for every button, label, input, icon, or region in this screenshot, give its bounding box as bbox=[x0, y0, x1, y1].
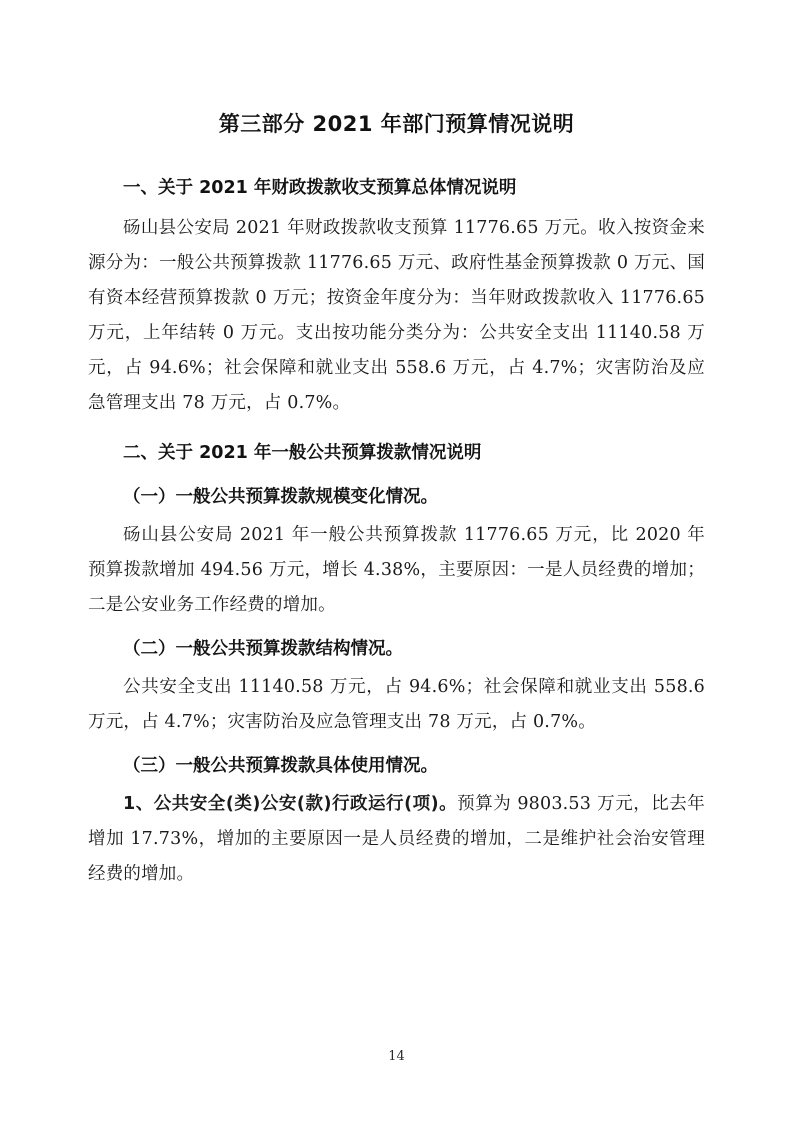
subsection-heading-2-2: （二）一般公共预算拨款结构情况。 bbox=[123, 638, 403, 659]
subsection-paragraph-2-1: 砀山县公安局 2021 年一般公共预算拨款 11776.65 万元，比 2020 年预算拨款增加 494.56 万元，增长 4.38%，主要原因：一是人员经费的增加；二是公安业务工作经费的增加。 bbox=[88, 524, 705, 615]
subsection-heading-2-1: （一）一般公共预算拨款规模变化情况。 bbox=[123, 486, 438, 507]
subsection-item-2-3-1 bbox=[88, 787, 705, 892]
item-body-text: 预算为 9803.53 万元，比去年增加 17.73%，增加的主要原因一是人员经费的增加，二是维护社会治安管理经费的增加。 bbox=[88, 794, 705, 885]
subsection-heading-2-3: （三）一般公共预算拨款具体使用情况。 bbox=[123, 756, 438, 776]
section-heading-2: 二、关于 2021 年一般公共预算拨款情况说明 bbox=[123, 443, 482, 464]
page-title: 第三部分 2021 年部门预算情况说明 bbox=[218, 112, 575, 136]
section-paragraph-1: 砀山县公安局 2021 年财政拨款收支预算 11776.65 万元。收入按资金来源分为：一般公共预算拨款 11776.65 万元、政府性基金预算拨款 0 万元、国有资本经营预算拨款 0 万元；按资金年度分为：当年财政拨款收入 11776.65 万元，上年结转 0 万元。支出按功能分类分为：公共安全支出 11140.58 万元，占 94.6%；社会保障和就业支出 558.6 万元，占 4.7%；灾害防治及应急管理支出 78 万元，占 0.7%。 bbox=[88, 218, 705, 414]
item-lead-label: 1、公共安全(类)公安(款)行政运行(项)。 bbox=[123, 794, 458, 815]
page-number: 14 bbox=[388, 1049, 405, 1064]
subsection-paragraph-2-2: 公共安全支出 11140.58 万元，占 94.6%；社会保障和就业支出 558.6 万元，占 4.7%；灾害防治及应急管理支出 78 万元，占 0.7%。 bbox=[88, 677, 705, 732]
section-heading-1: 一、关于 2021 年财政拨款收支预算总体情况说明 bbox=[123, 178, 517, 198]
